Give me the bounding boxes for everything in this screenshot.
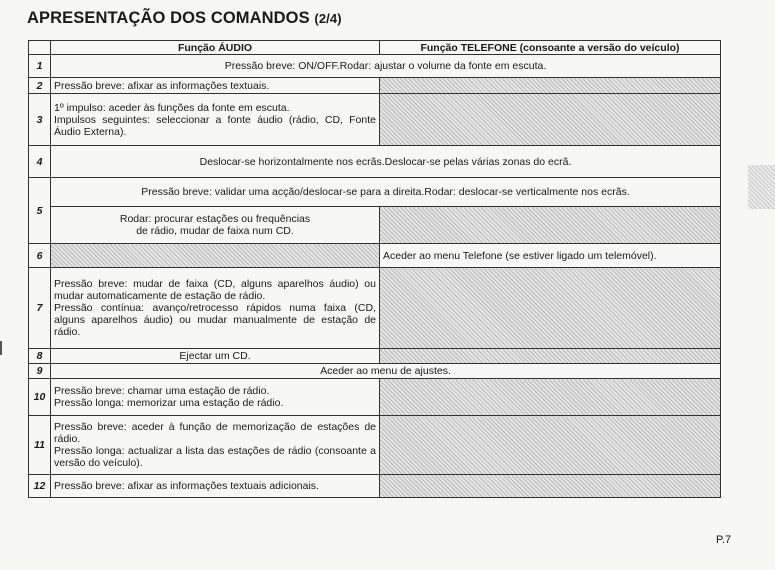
row-audio-text: Pressão breve: afixar as informações textuais. xyxy=(51,78,380,94)
row-audio-text xyxy=(51,268,380,349)
shaded-cell xyxy=(380,379,721,416)
row-number: 10 xyxy=(29,379,51,416)
audio-line: 1º impulso: aceder às funções da fonte em escuta. xyxy=(54,101,290,114)
audio-line: Impulsos seguintes: seleccionar a fonte áudio (rádio, CD, Fonte Áudio Externa). xyxy=(54,113,376,138)
row-audio-text xyxy=(51,416,380,475)
shaded-cell xyxy=(380,78,721,94)
table-row xyxy=(29,94,721,146)
audio-line: Pressão longa: actualizar a lista das estações de rádio (consoante a versão do veículo). xyxy=(54,445,376,469)
table-row xyxy=(29,55,721,78)
row-number: 11 xyxy=(29,416,51,475)
commands-table xyxy=(28,40,721,498)
shaded-cell xyxy=(51,244,380,268)
row-number: 6 xyxy=(29,244,51,268)
table-row xyxy=(29,78,721,94)
row-text: Deslocar-se horizontalmente nos ecrãs.Deslocar-se pelas várias zonas do ecrã. xyxy=(51,146,721,178)
table-header-row xyxy=(29,41,721,55)
row-number: 8 xyxy=(29,349,51,364)
audio-line: de rádio, mudar de faixa num CD. xyxy=(136,225,294,237)
row-audio-text xyxy=(51,379,380,416)
table-row xyxy=(29,475,721,498)
row-number: 4 xyxy=(29,146,51,178)
row-text: Aceder ao menu de ajustes. xyxy=(51,364,721,379)
table-row xyxy=(29,416,721,475)
row-audio-text xyxy=(51,207,380,244)
row-text: Pressão breve: ON/OFF.Rodar: ajustar o volume da fonte em escuta. xyxy=(51,55,721,78)
row-audio-text: Pressão breve: afixar as informações textuais adicionais. xyxy=(51,475,380,498)
margin-mark xyxy=(0,341,2,355)
section-tab-marker xyxy=(748,165,775,209)
audio-line: Pressão breve: mudar de faixa (CD, alguns aparelhos áudio) ou mudar automaticamente de estação de rádio. xyxy=(54,278,376,302)
table-row xyxy=(29,379,721,416)
page-title xyxy=(27,9,342,28)
audio-line: Pressão breve: aceder à função de memorização de estações de rádio. xyxy=(54,421,376,445)
row-number: 2 xyxy=(29,78,51,94)
table-row xyxy=(29,268,721,349)
title-text: APRESENTAÇÃO DOS COMANDOS xyxy=(27,9,310,27)
shaded-cell xyxy=(380,416,721,475)
audio-line: Pressão contínua: avanço/retrocesso rápidos numa faixa (CD, alguns aparelhos áudio) ou mudar manualmente de estação de rádio. xyxy=(54,302,376,338)
title-pagination: (2/4) xyxy=(314,11,342,26)
audio-line: Pressão longa: memorizar uma estação de rádio. xyxy=(54,397,284,409)
header-number-cell xyxy=(29,41,51,55)
row-number: 7 xyxy=(29,268,51,349)
table-row xyxy=(29,244,721,268)
row-number: 1 xyxy=(29,55,51,78)
audio-line: Pressão breve: chamar uma estação de rádio. xyxy=(54,385,270,397)
row-number: 3 xyxy=(29,94,51,146)
row-number: 12 xyxy=(29,475,51,498)
row-number: 9 xyxy=(29,364,51,379)
shaded-cell xyxy=(380,475,721,498)
row-audio-text xyxy=(51,94,380,146)
shaded-cell xyxy=(380,94,721,146)
page-number: P.7 xyxy=(716,534,732,546)
table-row xyxy=(29,178,721,207)
shaded-cell xyxy=(380,268,721,349)
row-text: Pressão breve: validar uma acção/deslocar-se para a direita.Rodar: deslocar-se verticalmente nos ecrãs. xyxy=(51,178,721,207)
table-row xyxy=(29,207,721,244)
table-row xyxy=(29,364,721,379)
row-number: 5 xyxy=(29,178,51,244)
row-telefone-text: Aceder ao menu Telefone (se estiver ligado um telemóvel). xyxy=(380,244,721,268)
table-row xyxy=(29,146,721,178)
shaded-cell xyxy=(380,349,721,364)
table-row xyxy=(29,349,721,364)
row-audio-text: Ejectar um CD. xyxy=(51,349,380,364)
shaded-cell xyxy=(380,207,721,244)
audio-line: Rodar: procurar estações ou frequências xyxy=(119,213,311,225)
header-telefone: Função TELEFONE (consoante a versão do veículo) xyxy=(380,41,721,55)
header-audio: Função ÁUDIO xyxy=(51,41,380,55)
